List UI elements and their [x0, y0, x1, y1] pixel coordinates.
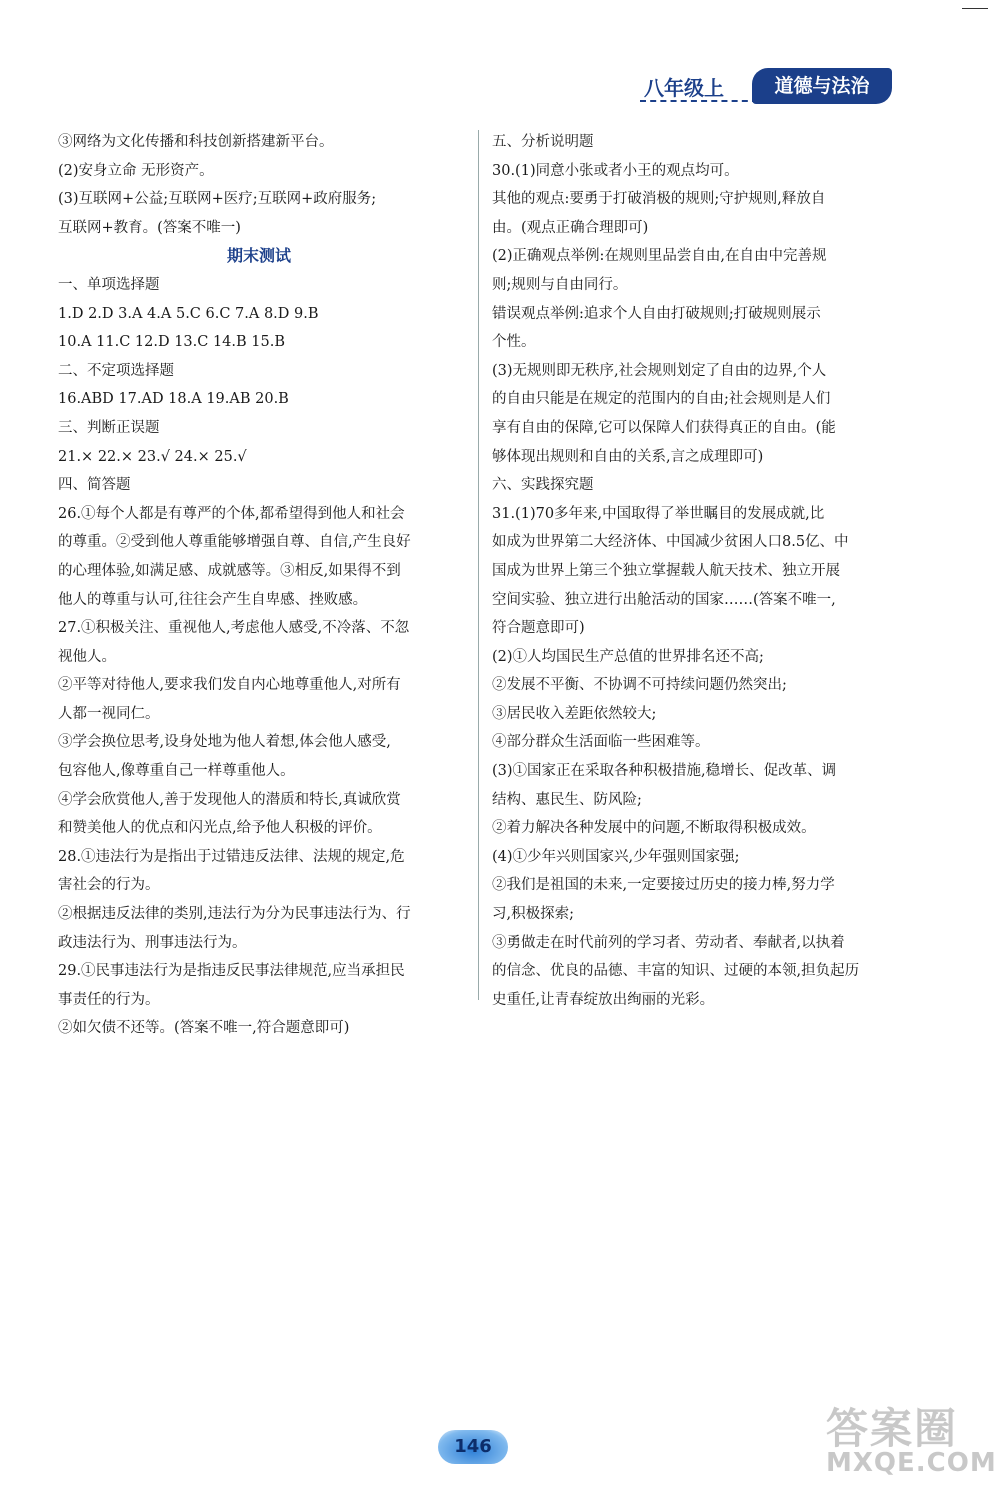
left-column-line: ④学会欣赏他人,善于发现他人的潜质和特长,真诚欣赏: [58, 791, 401, 808]
right-column-line: ②发展不平衡、不协调不可持续问题仍然突出;: [492, 677, 787, 694]
right-column-line: 够体现出规则和自由的关系,言之成理即可): [492, 448, 764, 465]
right-column-line: 个性。: [492, 334, 536, 351]
left-column-line: 二、不定项选择题: [58, 362, 174, 379]
right-column-line: 其他的观点:要勇于打破消极的规则;守护规则,释放自: [492, 191, 826, 208]
section-title: 期末测试: [226, 246, 291, 266]
right-column-line: 如成为世界第二大经济体、中国减少贫困人口8.5亿、中: [492, 534, 849, 551]
left-column-line: 他人的尊重与认可,往往会产生自卑感、挫败感。: [58, 591, 368, 608]
right-column-line: 习,积极探索;: [492, 906, 574, 923]
right-column-line: (2)①人均国民生产总值的世界排名还不高;: [492, 648, 764, 665]
left-column-line: 28.①违法行为是指出于过错违反法律、法规的规定,危: [58, 848, 405, 865]
right-column-line: ③居民收入差距依然较大;: [492, 705, 657, 722]
left-column-line: 的心理体验,如满足感、成就感等。③相反,如果得不到: [58, 562, 401, 579]
left-column-line: 1.D 2.D 3.A 4.A 5.C 6.C 7.A 8.D 9.B: [58, 305, 319, 322]
left-column-line: ③网络为文化传播和科技创新搭建新平台。: [58, 134, 334, 150]
left-column-line: 26.①每个人都是有尊严的个体,都希望得到他人和社会: [58, 505, 405, 522]
right-column-line: 史重任,让青春绽放出绚丽的光彩。: [492, 991, 715, 1008]
left-column-line: 的尊重。②受到他人尊重能够增强自尊、自信,产生良好: [58, 534, 411, 551]
right-column-line: 符合题意即可): [492, 620, 585, 637]
left-column-line: 事责任的行为。: [58, 991, 160, 1008]
page-number-badge: 146: [438, 1430, 508, 1464]
left-column-line: 互联网+教育。(答案不唯一): [58, 219, 241, 236]
watermark-url: MXQE.COM: [826, 1448, 997, 1478]
left-column-line: 包容他人,像尊重自己一样尊重他人。: [58, 763, 295, 780]
right-column-line: 结构、惠民生、防风险;: [492, 791, 642, 808]
left-column-line: 16.ABD 17.AD 18.A 19.AB 20.B: [58, 391, 289, 408]
left-column-line: ②平等对待他人,要求我们发自内心地尊重他人,对所有: [58, 677, 401, 694]
right-column-line: 五、分析说明题: [492, 134, 594, 150]
right-column-line: 的自由只能是在规定的范围内的自由;社会规则是人们: [492, 391, 831, 408]
right-column-line: (2)正确观点举例:在规则里品尝自由,在自由中完善规: [492, 248, 827, 265]
right-column-line: ②我们是祖国的未来,一定要接过历史的接力棒,努力学: [492, 877, 835, 894]
left-column-line: 视他人。: [58, 648, 116, 665]
left-column-line: ②如欠债不还等。(答案不唯一,符合题意即可): [58, 1020, 350, 1037]
header-divider: [640, 100, 758, 102]
left-column-line: 27.①积极关注、重视他人,考虑他人感受,不冷落、不忽: [58, 620, 410, 637]
right-column-line: ③勇做走在时代前列的学习者、劳动者、奉献者,以执着: [492, 934, 845, 951]
left-column-line: (3)互联网+公益;互联网+医疗;互联网+政府服务;: [58, 191, 377, 208]
left-column-line: 29.①民事违法行为是指违反民事法律规范,应当承担民: [58, 963, 405, 980]
right-column-line: (3)无规则即无秩序,社会规则划定了自由的边界,个人: [492, 362, 827, 379]
right-column-line: 国成为世界上第三个独立掌握载人航天技术、独立开展: [492, 562, 840, 579]
left-column-line: 和赞美他人的优点和闪光点,给予他人积极的评价。: [58, 820, 382, 837]
left-column-line: 害社会的行为。: [58, 877, 160, 894]
watermark-logo-text: 答案圈: [826, 1404, 959, 1453]
left-column-line: 政违法行为、刑事违法行为。: [58, 934, 247, 951]
left-column-line: (2)安身立命 无形资产。: [58, 162, 214, 179]
left-column-line: ②根据违反法律的类别,违法行为分为民事违法行为、行: [58, 906, 411, 923]
left-column-line: ③学会换位思考,设身处地为他人着想,体会他人感受,: [58, 734, 391, 751]
header-subject-badge: 道德与法治: [752, 68, 892, 104]
left-column-line: 21.× 22.× 23.√ 24.× 25.√: [58, 448, 247, 465]
right-column-line: (4)①少年兴则国家兴,少年强则国家强;: [492, 848, 740, 865]
right-column: [492, 128, 900, 1014]
left-column-line: 人都一视同仁。: [58, 705, 160, 722]
left-column-line: 三、判断正误题: [58, 419, 160, 436]
right-column-line: 六、实践探究题: [492, 477, 594, 494]
right-column-line: 31.(1)70多年来,中国取得了举世瞩目的发展成就,比: [492, 505, 825, 522]
right-column-line: ②着力解决各种发展中的问题,不断取得积极成效。: [492, 820, 816, 837]
right-column-line: 由。(观点正确合理即可): [492, 219, 649, 236]
left-column-line: 10.A 11.C 12.D 13.C 14.B 15.B: [58, 334, 286, 351]
right-column-line: 享有自由的保障,它可以保障人们获得真正的自由。(能: [492, 419, 836, 436]
corner-mark: [962, 8, 988, 9]
right-column-line: 错误观点举例:追求个人自由打破规则;打破规则展示: [492, 305, 821, 322]
right-column-line: (3)①国家正在采取各种积极措施,稳增长、促改革、调: [492, 763, 837, 780]
right-column-line: ④部分群众生活面临一些困难等。: [492, 734, 710, 751]
left-column-line: 四、简答题: [58, 477, 131, 494]
right-column-line: 的信念、优良的品德、丰富的知识、过硬的本领,担负起历: [492, 963, 860, 980]
right-column-line: 则;规则与自由同行。: [492, 276, 628, 293]
left-column: [58, 128, 460, 1043]
header-grade: 八年级上: [644, 76, 724, 100]
column-divider: [478, 130, 479, 1000]
right-column-line: 空间实验、独立进行出舱活动的国家……(答案不唯一,: [492, 591, 836, 608]
left-column-line: 一、单项选择题: [58, 276, 160, 293]
right-column-line: 30.(1)同意小张或者小王的观点均可。: [492, 162, 739, 179]
